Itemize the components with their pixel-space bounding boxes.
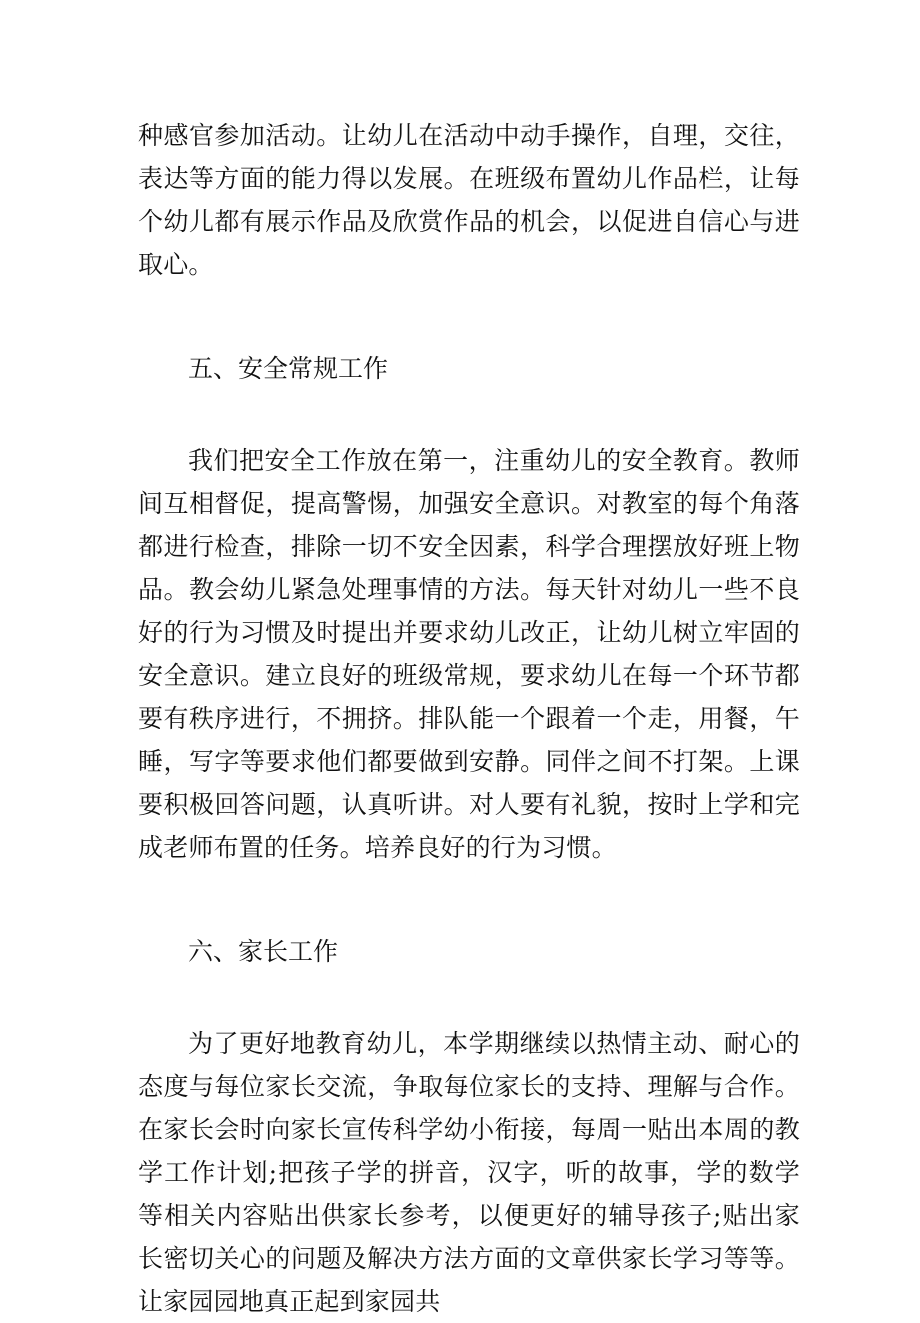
section-5-paragraph: 我们把安全工作放在第一，注重幼儿的安全教育。教师间互相督促，提高警惕，加强安全意识。对教室的每个角落都进行检查，排除一切不安全因素，科学合理摆放好班上物品。教会幼儿紧急处理事情的方法。每天针对幼儿一些不良好的行为习惯及时提出并要求幼儿改正，让幼儿树立牢固的安全意识。建立良好的班级常规，要求幼儿在每一个环节都要有秩序进行，不拥挤。排队能一个跟着一个走，用餐，午睡，写字等要求他们都要做到安静。同伴之间不打架。上课要积极回答问题，认真听讲。对人要有礼貌，按时上学和完成老师布置的任务。培养良好的行为习惯。 [138,446,800,862]
spacer [138,973,800,1022]
document-page [138,114,800,1323]
section-6-paragraph: 为了更好地教育幼儿，本学期继续以热情主动、耐心的态度与每位家长交流，争取每位家长的支持、理解与合作。在家长会时向家长宣传科学幼小衔接，每周一贴出本周的教学工作计划;把孩子学的拼音，汉字，听的故事，学的数学等相关内容贴出供家长参考，以便更好的辅导孩子;贴出家长密切关心的问题及解决方法方面的文章供家长学习等等。让家园园地真正起到家园共 [138,1029,800,1316]
section-6-heading: 六、家长工作 [188,937,339,966]
spacer [138,286,800,347]
spacer [138,869,800,930]
intro-paragraph: 种感官参加活动。让幼儿在活动中动手操作，自理，交往，表达等方面的能力得以发展。在班级布置幼儿作品栏，让每个幼儿都有展示作品及欣赏作品的机会，以促进自信心与进取心。 [138,121,800,279]
section-5-heading: 五、安全常规工作 [188,354,389,383]
spacer [138,390,800,439]
